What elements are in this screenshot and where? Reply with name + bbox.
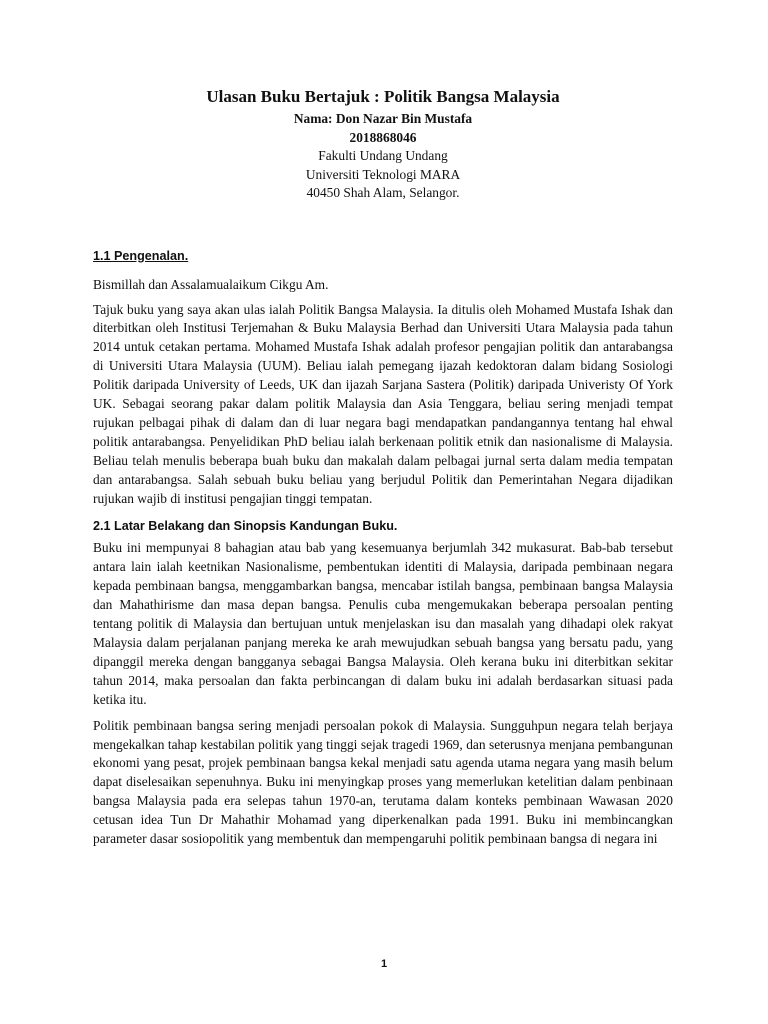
address: 40450 Shah Alam, Selangor. (306, 185, 460, 200)
section-heading-introduction-text: 1.1 Pengenalan. (93, 248, 189, 263)
university: Universiti Teknologi MARA (305, 166, 461, 182)
page-number: 1 (380, 958, 388, 970)
title-block (93, 86, 673, 203)
author-name: Nama: Don Nazar Bin Mustafa (293, 111, 473, 126)
greeting: Bismillah dan Assalamualaikum Cikgu Am. (93, 276, 329, 292)
student-id: 2018868046 (349, 129, 417, 145)
section-heading-introduction (93, 247, 673, 265)
introduction-paragraph: Tajuk buku yang saya akan ulas ialah Politik Bangsa Malaysia. Ia ditulis oleh Mohamed Mustafa Ishak dan diterbitkan oleh Institusi Terjemahan & Buku Malaysia Berhad dan Universiti Utara Malaysia pada tahun 2014 untuk cetakan pertama. Mohamed Mustafa Ishak adalah profesor pengajian politik dan antarabangsa di Universiti Utara Malaysia (UUM). Beliau ialah pemegang ijazah kedoktoran dalam bidang Sosiologi Politik daripada University of Leeds, UK dan ijazah Sarjana Sastera (Politik) daripada Univeristy Of York UK. Sebagai seorang pakar dalam politik Malaysia dan Asia Tenggara, beliau sering menjadi tempat rujukan pelbagai pihak di dalam dan di luar negara bagi mendapatkan pandangannya tentang hal ehwal politik antarabangsa. Penyelidikan PhD beliau ialah berkenaan politik etnik dan nasionalisme di Malaysia. Beliau telah menulis beberapa buah buku dan makalah dalam pelbagai jurnal serta dalam media tempatan dan antarabangsa. Salah sebuah buku beliau yang berjudul Politik dan Pemerintahan Negara dijadikan rujukan wajib di institusi pengajian tinggi tempatan. (93, 301, 673, 506)
faculty: Fakulti Undang Undang (318, 148, 448, 163)
document-title: Ulasan Buku Bertajuk : Politik Bangsa Malaysia (206, 87, 560, 106)
background-paragraph-2: Politik pembinaan bangsa sering menjadi persoalan pokok di Malaysia. Sungguhpun negara telah berjaya mengekalkan tahap kestabilan politik yang tinggi sejak tragedi 1969, dan seterusnya menjana pembangunan ekonomi yang pesat, projek pembinaan bangsa kekal menjadi satu agenda utama negara yang masih belum dapat diselesaikan sepenuhnya. Buku ini menyingkap proses yang memerlukan ketelitian dalam penbinaan bangsa Malaysia pada era selepas tahun 1970-an, terutama dalam konteks pembinaan Wawasan 2020 cetusan idea Tun Dr Mahathir Mohamad yang diperkenalkan pada 1991. Buku ini membincangkan parameter dasar sosiopolitik yang membentuk dan mempengaruhi politik pembinaan bangsa di negara ini (93, 717, 673, 847)
section-heading-background: 2.1 Latar Belakang dan Sinopsis Kandungan Buku. (93, 519, 398, 534)
page-content (93, 86, 673, 849)
background-paragraph-1: Buku ini mempunyai 8 bahagian atau bab yang kesemuanya berjumlah 342 mukasurat. Bab-bab tersebut antara lain ialah keetnikan Nasionalisme, pembentukan identiti di Malaysia, daripada pembinaan negara kepada pembinaan bangsa, menggambarkan bangsa, mencabar istilah bangsa, pembinaan bangsa Malaysia dan Mahathirisme dan masa depan bangsa. Penulis cuba mengemukakan beberapa persoalan penting tentang politik di Malaysia dan bertujuan untuk menjelaskan isu dan masalah yang dihadapi olek rakyat Malaysia dalam perjalanan panjang mereka ke arah mewujudkan sebuah bangsa yang bersatu padu, yang dipanggil mereka dengan bangganya sebagai Bangsa Malaysia. Oleh kerana buku ini diterbitkan sekitar tahun 2014, maka persoalan dan fakta perbincangan di dalam buku ini adalah berdasarkan situasi pada ketika itu. (93, 540, 673, 707)
